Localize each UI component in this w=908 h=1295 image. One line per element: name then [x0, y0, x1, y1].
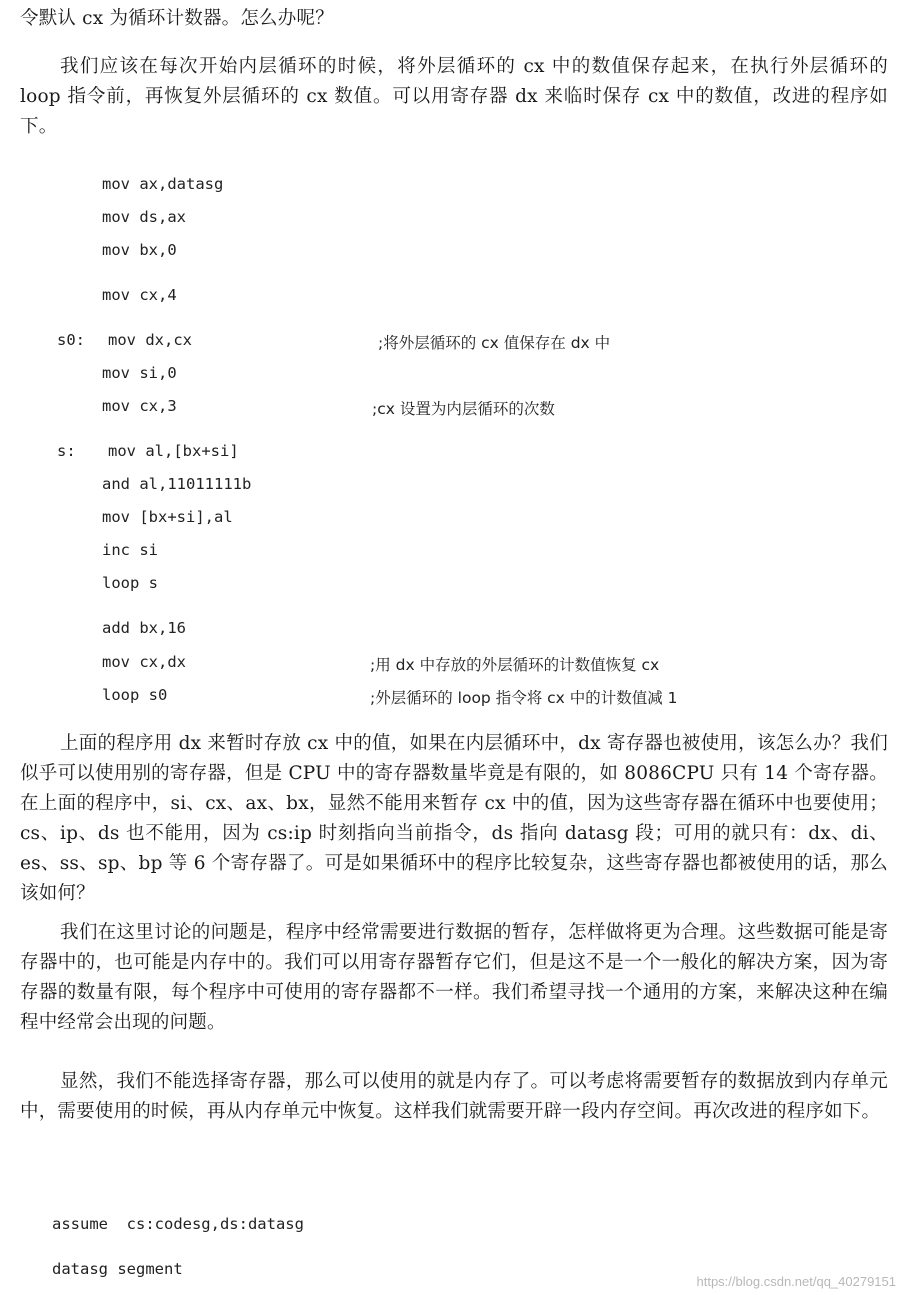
code-line: mov ax,datasg — [102, 175, 224, 193]
paragraph-temp-storage: 我们在这里讨论的问题是，程序中经常需要进行数据的暂存，怎样做将更为合理。这些数据可能是寄存器中的，也可能是内存中的。我们可以用寄存器暂存它们，但是这不是一个一般化的解决方案，因为寄存器的数量有限，每个程序中可使用的寄存器都不一样。我们希望寻找一个通用的方案，来解决这种在编程中经常会出现的问题。 — [20, 922, 888, 1033]
code-comment: ;外层循环的 loop 指令将 cx 中的计数值减 1 — [370, 689, 678, 707]
code-comment: ;用 dx 中存放的外层循环的计数值恢复 cx — [370, 656, 660, 674]
code-label-s0: s0: — [57, 331, 85, 349]
code-line: add bx,16 — [102, 619, 186, 637]
code-line: and al,11011111b — [102, 475, 252, 493]
code-line: mov [bx+si],al — [102, 508, 233, 526]
code-line: inc si — [102, 541, 158, 559]
code-line: mov cx,4 — [102, 286, 177, 304]
code-line: assume cs:codesg,ds:datasg — [52, 1215, 304, 1233]
code-line: mov cx,dx — [102, 653, 186, 671]
code-comment: ;cx 设置为内层循环的次数 — [372, 400, 555, 418]
code-line: mov ds,ax — [102, 208, 186, 226]
paragraph-use-memory: 显然，我们不能选择寄存器，那么可以使用的就是内存了。可以考虑将需要暂存的数据放到内存单元中，需要使用的时候，再从内存单元中恢复。这样我们就需要开辟一段内存空间。再次改进的程序如下。 — [20, 1071, 888, 1122]
code-label-s: s: — [57, 442, 76, 460]
watermark: https://blog.csdn.net/qq_40279151 — [696, 1274, 896, 1289]
paragraph-register-limits: 上面的程序用 dx 来暂时存放 cx 中的值，如果在内层循环中，dx 寄存器也被使用，该怎么办？我们似乎可以使用别的寄存器，但是 CPU 中的寄存器数量毕竟是有限的，如 8086CPU 只有 14 个寄存器。在上面的程序中，si、cx、ax、bx，显然不能用来暂存 cx 中的值，因为这些寄存器在循环中也要使用；cs、ip、ds 也不能用，因为 cs:ip 时刻指向当前指令，ds 指向 datasg 段；可用的就只有：dx、di、es、ss、sp、bp 等 6 个寄存器了。可是如果循环中的程序比较复杂，这些寄存器也都被使用的话，那么该如何？ — [20, 733, 888, 904]
code-line: mov bx,0 — [102, 241, 177, 259]
code-comment: ;将外层循环的 cx 值保存在 dx 中 — [378, 334, 611, 352]
code-line: loop s0 — [102, 686, 168, 704]
code-line: loop s — [102, 574, 158, 592]
code-line: datasg segment — [52, 1260, 183, 1278]
code-line: mov cx,3 — [102, 397, 177, 415]
paragraph-save-cx: 我们应该在每次开始内层循环的时候，将外层循环的 cx 中的数值保存起来，在执行外层循环的 loop 指令前，再恢复外层循环的 cx 数值。可以用寄存器 dx 来临时保存 cx 中的数值，改进的程序如下。 — [20, 56, 888, 137]
code-line: mov dx,cx — [108, 331, 192, 349]
code-line: mov al,[bx+si] — [108, 442, 239, 460]
code-line: mov si,0 — [102, 364, 177, 382]
paragraph-intro: 令默认 cx 为循环计数器。怎么办呢？ — [20, 8, 334, 29]
